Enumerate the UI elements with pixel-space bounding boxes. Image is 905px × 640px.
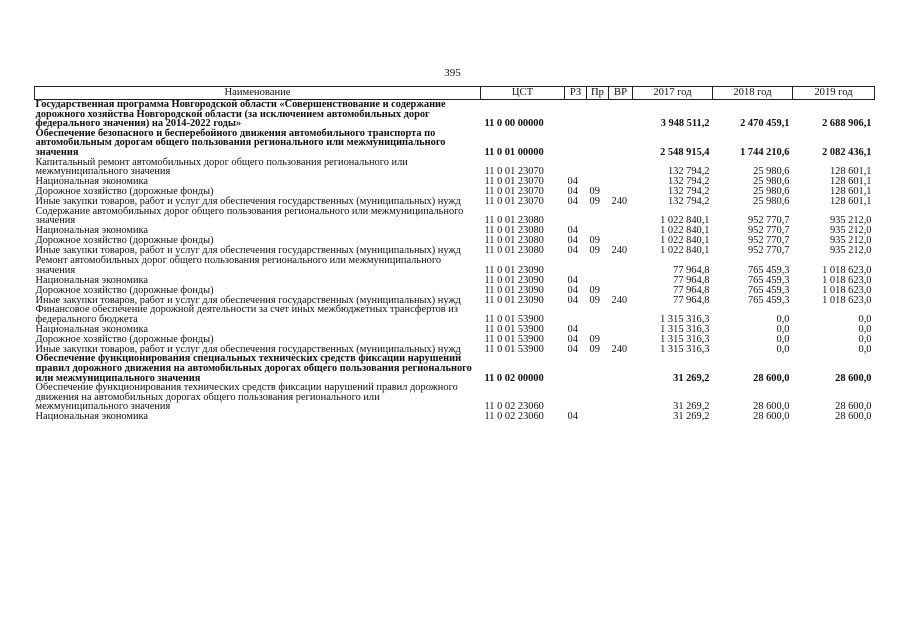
row-cst: 11 0 01 23090 — [484, 284, 544, 296]
row-vr — [609, 285, 633, 295]
row-value-2019: 1 018 623,0 — [822, 274, 872, 286]
row-rz — [565, 129, 587, 158]
row-value-2017: 2 548 915,4 — [660, 146, 710, 158]
row-value-2019: 935 212,0 — [829, 235, 872, 247]
row-rz: 04 — [567, 245, 578, 257]
table-row — [35, 285, 875, 295]
row-cst: 11 0 01 53900 — [484, 323, 544, 335]
header-2017: 2017 год — [633, 87, 713, 100]
row-pr — [587, 412, 609, 422]
row-pr — [587, 158, 609, 177]
row-value-2019: 128 601,1 — [829, 166, 872, 178]
row-value-2017: 132 794,2 — [667, 176, 710, 188]
row-value-2018: 28 600,0 — [753, 411, 790, 423]
row-cst: 11 0 01 53900 — [484, 343, 544, 355]
row-cst: 11 0 01 23070 — [484, 176, 544, 188]
row-name: Национальная экономика — [35, 411, 149, 423]
table-row — [35, 158, 875, 177]
row-name: Национальная экономика — [35, 274, 149, 286]
row-vr — [609, 100, 633, 129]
row-cst: 11 0 01 23090 — [484, 274, 544, 286]
row-value-2017: 1 315 316,3 — [660, 333, 710, 345]
row-value-2019: 28 600,0 — [835, 411, 872, 423]
row-rz — [565, 100, 587, 129]
row-pr — [587, 305, 609, 324]
row-rz: 04 — [567, 343, 578, 355]
row-value-2017: 1 022 840,1 — [660, 215, 710, 227]
table-row — [35, 383, 875, 412]
row-vr — [609, 256, 633, 275]
row-rz — [565, 256, 587, 275]
row-cst: 11 0 01 23080 — [484, 225, 544, 237]
row-pr — [587, 256, 609, 275]
row-name: Национальная экономика — [35, 176, 149, 188]
row-vr — [609, 177, 633, 187]
row-vr — [609, 383, 633, 412]
table-row — [35, 324, 875, 334]
row-value-2019: 1 018 623,0 — [822, 284, 872, 296]
row-value-2018: 25 980,6 — [753, 176, 790, 188]
row-cst: 11 0 01 00000 — [484, 146, 544, 158]
row-value-2018: 25 980,6 — [753, 186, 790, 198]
row-pr — [587, 324, 609, 334]
row-value-2017: 77 964,8 — [673, 274, 710, 286]
row-cst: 11 0 01 23070 — [484, 166, 544, 178]
row-value-2017: 1 315 316,3 — [660, 343, 710, 355]
row-vr — [609, 354, 633, 383]
row-value-2017: 1 315 316,3 — [660, 323, 710, 335]
row-cst: 11 0 01 53900 — [484, 333, 544, 345]
row-name: Обеспечение безопасного и бесперебойного движения автомобильного транспорта по автомобильным дорогам общего пользования регионального или межмуниципального значения — [35, 127, 446, 158]
row-vr — [609, 207, 633, 226]
row-value-2018: 25 980,6 — [753, 166, 790, 178]
row-value-2017: 77 964,8 — [673, 264, 710, 276]
row-rz: 04 — [567, 176, 578, 188]
row-value-2018: 0,0 — [776, 313, 790, 325]
row-vr — [609, 324, 633, 334]
row-pr — [587, 100, 609, 129]
row-name: Обеспечение функционирования технических средств фиксации нарушений правил дорожного движения на автомобильных дорогах общего пользования регионального или межмуниципального значения — [35, 382, 458, 413]
table-row — [35, 412, 875, 422]
header-rz: РЗ — [565, 87, 587, 100]
row-value-2019: 128 601,1 — [829, 196, 872, 208]
row-vr — [609, 226, 633, 236]
row-pr — [587, 129, 609, 158]
row-vr — [609, 129, 633, 158]
table-row — [35, 334, 875, 344]
header-2018: 2018 год — [713, 87, 793, 100]
row-value-2019: 128 601,1 — [829, 186, 872, 198]
row-value-2017: 31 269,2 — [673, 372, 710, 384]
row-value-2019: 128 601,1 — [829, 176, 872, 188]
row-vr: 240 — [611, 245, 628, 257]
row-cst: 11 0 00 00000 — [484, 118, 544, 130]
row-value-2019: 0,0 — [858, 333, 872, 345]
header-name: Наименование — [35, 87, 481, 100]
row-pr — [587, 383, 609, 412]
row-rz: 04 — [567, 294, 578, 306]
row-vr: 240 — [611, 294, 628, 306]
row-cst: 11 0 01 23090 — [484, 264, 544, 276]
row-cst: 11 0 01 23070 — [484, 186, 544, 198]
row-name: Иные закупки товаров, работ и услуг для обеспечения государственных (муниципальных) нужд — [35, 294, 461, 306]
row-vr — [609, 412, 633, 422]
row-value-2017: 132 794,2 — [667, 186, 710, 198]
row-value-2017: 77 964,8 — [673, 294, 710, 306]
row-value-2019: 28 600,0 — [835, 372, 872, 384]
row-cst: 11 0 01 23080 — [484, 245, 544, 257]
table-row — [35, 305, 875, 324]
row-pr — [587, 354, 609, 383]
row-value-2019: 0,0 — [858, 343, 872, 355]
row-value-2018: 952 770,7 — [747, 235, 790, 247]
row-name: Дорожное хозяйство (дорожные фонды) — [35, 333, 214, 345]
row-rz — [565, 305, 587, 324]
row-name: Содержание автомобильных дорог общего пользования регионального или межмуниципального значения — [35, 205, 464, 227]
row-value-2018: 952 770,7 — [747, 215, 790, 227]
row-value-2019: 2 082 436,1 — [822, 146, 872, 158]
table-row — [35, 129, 875, 158]
row-value-2017: 31 269,2 — [673, 401, 710, 413]
row-vr — [609, 158, 633, 177]
row-name: Иные закупки товаров, работ и услуг для обеспечения государственных (муниципальных) нужд — [35, 245, 461, 257]
row-rz: 04 — [567, 333, 578, 345]
row-pr: 09 — [589, 235, 600, 247]
row-cst: 11 0 01 53900 — [484, 313, 544, 325]
row-rz — [565, 354, 587, 383]
row-value-2018: 0,0 — [776, 343, 790, 355]
table-row — [35, 256, 875, 275]
row-name: Обеспечение функционирования специальных технических средств фиксации нарушений правил дорожного движения на автомобильных дорогах общего пользования регионального или межмуниципального значения — [35, 353, 472, 384]
header-vr: ВР — [609, 87, 633, 100]
row-name: Дорожное хозяйство (дорожные фонды) — [35, 186, 214, 198]
row-value-2018: 765 459,3 — [747, 274, 790, 286]
row-value-2018: 28 600,0 — [753, 372, 790, 384]
row-value-2018: 952 770,7 — [747, 245, 790, 257]
row-value-2018: 2 470 459,1 — [740, 118, 790, 130]
row-name: Финансовое обеспечение дорожной деятельности за счет иных межбюджетных трансфертов из федерального бюджета — [35, 304, 458, 325]
row-value-2018: 0,0 — [776, 323, 790, 335]
row-value-2017: 77 964,8 — [673, 284, 710, 296]
row-rz: 04 — [567, 225, 578, 237]
row-cst: 11 0 02 00000 — [484, 372, 544, 384]
row-value-2018: 765 459,3 — [747, 264, 790, 276]
row-name: Государственная программа Новгородской области «Совершенствование и содержание дорожного хозяйства Новгородской области (за исключением автомобильных дорог федерального значения) на 2014-2022 годы» — [35, 99, 446, 130]
row-value-2017: 1 315 316,3 — [660, 313, 710, 325]
table-row — [35, 100, 875, 129]
header-cst: ЦСТ — [481, 87, 565, 100]
row-rz: 04 — [567, 186, 578, 198]
row-value-2018: 765 459,3 — [747, 294, 790, 306]
row-pr: 09 — [589, 333, 600, 345]
table-row — [35, 354, 875, 383]
row-vr — [609, 275, 633, 285]
row-value-2017: 132 794,2 — [667, 166, 710, 178]
row-name: Иные закупки товаров, работ и услуг для обеспечения государственных (муниципальных) нужд — [35, 343, 461, 355]
row-cst: 11 0 01 23080 — [484, 215, 544, 227]
row-name: Капитальный ремонт автомобильных дорог общего пользования регионального или межмуниципального значения — [35, 156, 408, 178]
row-rz — [565, 158, 587, 177]
row-value-2017: 1 022 840,1 — [660, 225, 710, 237]
table-row — [35, 207, 875, 226]
header-pr: Пр — [587, 87, 609, 100]
row-value-2017: 1 022 840,1 — [660, 245, 710, 257]
row-cst: 11 0 01 23090 — [484, 294, 544, 306]
row-value-2017: 31 269,2 — [673, 411, 710, 423]
row-value-2018: 952 770,7 — [747, 225, 790, 237]
table-row — [35, 275, 875, 285]
row-name: Дорожное хозяйство (дорожные фонды) — [35, 235, 214, 247]
row-name: Иные закупки товаров, работ и услуг для обеспечения государственных (муниципальных) нужд — [35, 196, 461, 208]
row-name: Ремонт автомобильных дорог общего пользования регионального или межмуниципального значения — [35, 254, 442, 276]
row-rz: 04 — [567, 196, 578, 208]
row-pr: 09 — [589, 245, 600, 257]
row-rz: 04 — [567, 274, 578, 286]
row-rz: 04 — [567, 284, 578, 296]
row-value-2017: 3 948 511,2 — [660, 118, 710, 130]
row-value-2019: 0,0 — [858, 313, 872, 325]
budget-table — [34, 86, 875, 422]
row-cst: 11 0 02 23060 — [484, 411, 544, 423]
row-value-2019: 935 212,0 — [829, 245, 872, 257]
row-value-2019: 1 018 623,0 — [822, 264, 872, 276]
row-vr — [609, 305, 633, 324]
row-pr: 09 — [589, 186, 600, 198]
row-value-2019: 28 600,0 — [835, 401, 872, 413]
row-value-2018: 25 980,6 — [753, 196, 790, 208]
header-2019: 2019 год — [793, 87, 875, 100]
row-rz: 04 — [567, 411, 578, 423]
row-cst: 11 0 01 23080 — [484, 235, 544, 247]
row-value-2018: 1 744 210,6 — [740, 146, 790, 158]
row-pr: 09 — [589, 294, 600, 306]
row-pr — [587, 275, 609, 285]
row-value-2017: 1 022 840,1 — [660, 235, 710, 247]
row-pr: 09 — [589, 343, 600, 355]
row-rz — [565, 383, 587, 412]
page-number: 395 — [444, 67, 461, 79]
row-value-2018: 765 459,3 — [747, 284, 790, 296]
row-rz — [565, 207, 587, 226]
row-value-2017: 132 794,2 — [667, 196, 710, 208]
row-vr: 240 — [611, 196, 628, 208]
row-cst: 11 0 01 23070 — [484, 196, 544, 208]
row-value-2018: 0,0 — [776, 333, 790, 345]
row-pr: 09 — [589, 196, 600, 208]
row-value-2019: 1 018 623,0 — [822, 294, 872, 306]
row-name: Национальная экономика — [35, 225, 149, 237]
row-rz: 04 — [567, 323, 578, 335]
row-value-2019: 0,0 — [858, 323, 872, 335]
row-value-2018: 28 600,0 — [753, 401, 790, 413]
row-pr — [587, 207, 609, 226]
row-rz: 04 — [567, 235, 578, 247]
row-value-2019: 935 212,0 — [829, 225, 872, 237]
row-value-2019: 2 688 906,1 — [822, 118, 872, 130]
row-pr: 09 — [589, 284, 600, 296]
row-vr — [609, 334, 633, 344]
row-cst: 11 0 02 23060 — [484, 401, 544, 413]
row-value-2019: 935 212,0 — [829, 215, 872, 227]
row-vr: 240 — [611, 343, 628, 355]
row-name: Национальная экономика — [35, 323, 149, 335]
table-header-row — [35, 87, 875, 100]
row-name: Дорожное хозяйство (дорожные фонды) — [35, 284, 214, 296]
